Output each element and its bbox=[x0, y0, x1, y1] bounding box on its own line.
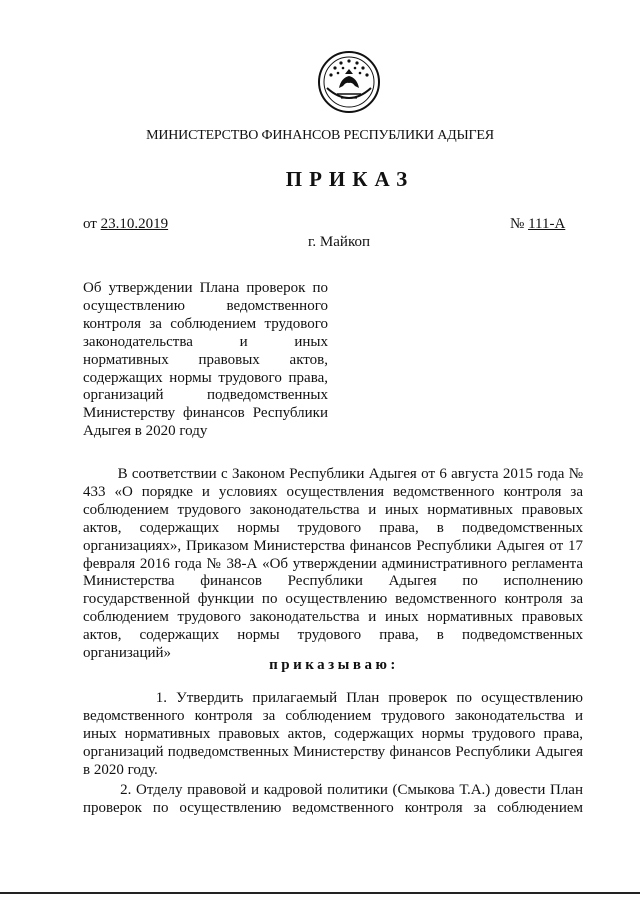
subject-line: Министерству финансов Республики bbox=[83, 405, 328, 422]
preamble-line: организациях», Приказом Министерства финансов Республики Адыгея от 17 bbox=[83, 537, 583, 554]
item-1-line: в 2020 году. bbox=[83, 761, 158, 778]
preamble-paragraph bbox=[83, 466, 583, 663]
date-prefix: от bbox=[83, 216, 97, 232]
item-1-line: ведомственного контроля за соблюдением трудового законодательства и bbox=[83, 707, 583, 724]
preamble-line: соблюдением трудового законодательства и иных нормативных правовых bbox=[83, 501, 583, 518]
preamble-line: Министерства финансов Республики Адыгея по исполнению bbox=[83, 573, 583, 590]
order-number bbox=[510, 216, 565, 233]
city: г. Майкоп bbox=[307, 234, 371, 250]
preamble-line: организаций» bbox=[83, 645, 172, 662]
item-2-paragraph bbox=[83, 782, 583, 818]
item-1-line: иных нормативных правовых актов, содержащих нормы трудового права, bbox=[83, 725, 583, 742]
document-title: ПРИКАЗ bbox=[285, 167, 415, 191]
item-2-line: 2. Отделу правовой и кадровой политики (Смыкова Т.А.) довести План bbox=[83, 782, 583, 798]
preamble-line: 433 «О порядке и условиях осуществления ведомственного контроля за bbox=[83, 483, 583, 500]
preamble-line: государственной функции по осуществлению ведомственного контроля за bbox=[83, 591, 583, 608]
preamble-line: актов, содержащих нормы трудового права, в подведомственных bbox=[83, 519, 583, 536]
preamble-line: февраля 2016 года № 38-А «Об утверждении административного регламента bbox=[83, 555, 583, 572]
preamble-line: актов, содержащих нормы трудового права, в подведомственных bbox=[83, 627, 583, 644]
orders-word: приказываю: bbox=[269, 657, 399, 673]
item-1-line: 1. Утвердить прилагаемый План проверок по осуществлению bbox=[83, 690, 583, 706]
number-prefix: № bbox=[510, 216, 525, 232]
preamble-line: соблюдением трудового законодательства и иных нормативных правовых bbox=[83, 609, 583, 626]
subject-line: осуществлению ведомственного bbox=[83, 297, 328, 314]
ministry-name: МИНИСТЕРСТВО ФИНАНСОВ РЕСПУБЛИКИ АДЫГЕЯ bbox=[146, 128, 494, 143]
subject-line: Об утверждении Плана проверок по bbox=[83, 280, 328, 296]
order-subject bbox=[83, 280, 328, 441]
preamble-line: В соответствии с Законом Республики Адыгея от 6 августа 2015 года № bbox=[83, 466, 583, 482]
item-1-line: организаций подведомственных Министерству финансов Республики Адыгея bbox=[83, 743, 583, 760]
subject-line: организаций подведомственных bbox=[83, 387, 328, 404]
order-date bbox=[83, 216, 168, 233]
adygea-coat-of-arms-icon bbox=[317, 50, 381, 114]
subject-line: контроля за соблюдением трудового bbox=[83, 315, 328, 332]
subject-line: Адыгея в 2020 году bbox=[83, 423, 208, 440]
subject-line: законодательства и иных bbox=[83, 333, 328, 350]
number-value: 111-А bbox=[528, 216, 566, 232]
page-bottom-edge bbox=[0, 892, 640, 894]
item-1-paragraph bbox=[83, 690, 583, 780]
item-2-line: проверок по осуществлению ведомственного контроля за соблюдением bbox=[83, 799, 583, 816]
date-value: 23.10.2019 bbox=[100, 216, 169, 232]
subject-line: содержащих нормы трудового права, bbox=[83, 369, 328, 386]
subject-line: нормативных правовых актов, bbox=[83, 351, 328, 368]
